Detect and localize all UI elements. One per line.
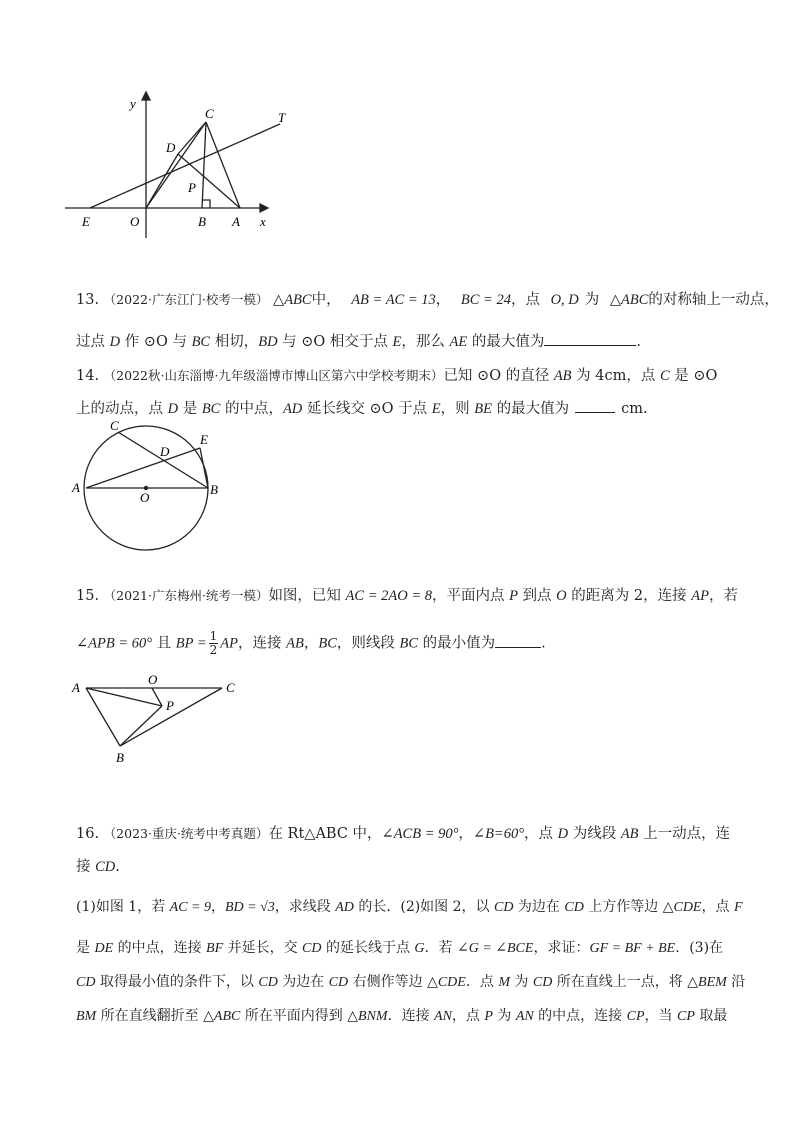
label-A: A — [72, 680, 80, 695]
q14-line2: 上的动点，点 D 是 BC 的中点，AD 延长线交 ⊙O 于点 E，则 BE 的最大值为 cm. — [76, 401, 648, 417]
q16-line1: 16. （2023·重庆·统考中考真题）在 Rt△ABC 中，∠ACB = 90°，∠B=60°，点 D 为线段 AB 上一动点，连 — [76, 826, 731, 842]
label-C: C — [110, 420, 119, 433]
q16-line5: CD 取得最小值的条件下，以 CD 为边在 CD 右侧作等边 △CDE．点 M 为 CD 所在直线上一点，将 △BEM 沿 — [76, 974, 746, 990]
label-B: B — [210, 482, 218, 497]
q15-source: （2021·广东梅州·统考一模） — [103, 588, 269, 603]
q13-source: （2022·广东江门·校考一模） — [103, 292, 269, 307]
y-axis-arrow — [142, 92, 150, 100]
label-D: D — [166, 140, 176, 155]
figure-coordinate-triangle — [60, 88, 320, 248]
q13-number: 13. — [76, 292, 100, 308]
line-ET — [90, 124, 280, 208]
label-E: E — [82, 214, 90, 229]
figure-circle — [66, 420, 226, 580]
label-E: E — [200, 432, 208, 447]
q15-line1: 15. （2021·广东梅州·统考一模）如图，已知 AC = 2AO = 8，平面内点 P 到点 O 的距离为 2，连接 AP，若 — [76, 588, 738, 604]
label-O: O — [140, 490, 150, 505]
label-A: A — [232, 214, 240, 229]
q16-number: 16. — [76, 826, 100, 842]
label-C: C — [226, 680, 235, 695]
q16-line6: BM 所在直线翻折至 △ABC 所在平面内得到 △BNM．连接 AN，点 P 为 AN 的中点，连接 CP，当 CP 取最 — [76, 1008, 728, 1024]
q14-number: 14. — [76, 368, 100, 384]
label-B: B — [198, 214, 206, 229]
q15-number: 15. — [76, 588, 100, 604]
q14-answer-blank[interactable] — [575, 411, 615, 413]
label-x: x — [260, 214, 266, 229]
label-P: P — [188, 180, 196, 195]
q13-line2: 过点 D 作 ⊙O 与 BC 相切，BD 与 ⊙O 相交于点 E，那么 AE 的最大值为 . — [76, 334, 641, 350]
fraction-one-half: $\frac{1}{2}$ — [209, 629, 218, 657]
q16-line2: 接 CD. — [76, 859, 120, 875]
q13-answer-blank[interactable] — [544, 344, 636, 346]
q16-line3: (1)如图 1，若 AC = 9，BD = √3，求线段 AD 的长．(2)如图 2，以 CD 为边在 CD 上方作等边 △CDE，点 F — [76, 899, 743, 915]
q16-line4: 是 DE 的中点，连接 BF 并延长，交 CD 的延长线于点 G．若 ∠G = ∠BCE，求证：GF = BF + BE．(3)在 — [76, 940, 724, 956]
label-A: A — [72, 480, 80, 495]
q16-source: （2023·重庆·统考中考真题） — [103, 826, 269, 841]
q15-line2: ∠APB = 60° 且 BP = $\frac{1}{2}$ AP，连接 AB，BC，则线段 BC 的最小值为 . — [76, 629, 546, 657]
label-P: P — [166, 698, 174, 713]
q14-line1: 14. （2022秋·山东淄博·九年级淄博市博山区第六中学校考期末）已知 ⊙O 的直径 AB 为 4cm，点 C 是 ⊙O — [76, 368, 718, 384]
figure-triangle-P — [66, 670, 256, 770]
label-B: B — [116, 750, 124, 765]
label-D: D — [160, 444, 170, 459]
label-y: y — [130, 96, 136, 111]
q13-line1: 13. （2022·广东江门·校考一模） △ABC中， AB = AC = 13， BC = 24，点 O, D 为 △ABC的对称轴上一动点， — [76, 292, 779, 308]
label-T: T — [278, 110, 286, 125]
label-O: O — [130, 214, 140, 229]
q14-source: （2022秋·山东淄博·九年级淄博市博山区第六中学校考期末） — [103, 368, 444, 383]
label-O: O — [148, 672, 158, 687]
q15-answer-blank[interactable] — [495, 646, 541, 648]
x-axis-arrow — [260, 204, 268, 212]
label-C: C — [205, 106, 214, 121]
